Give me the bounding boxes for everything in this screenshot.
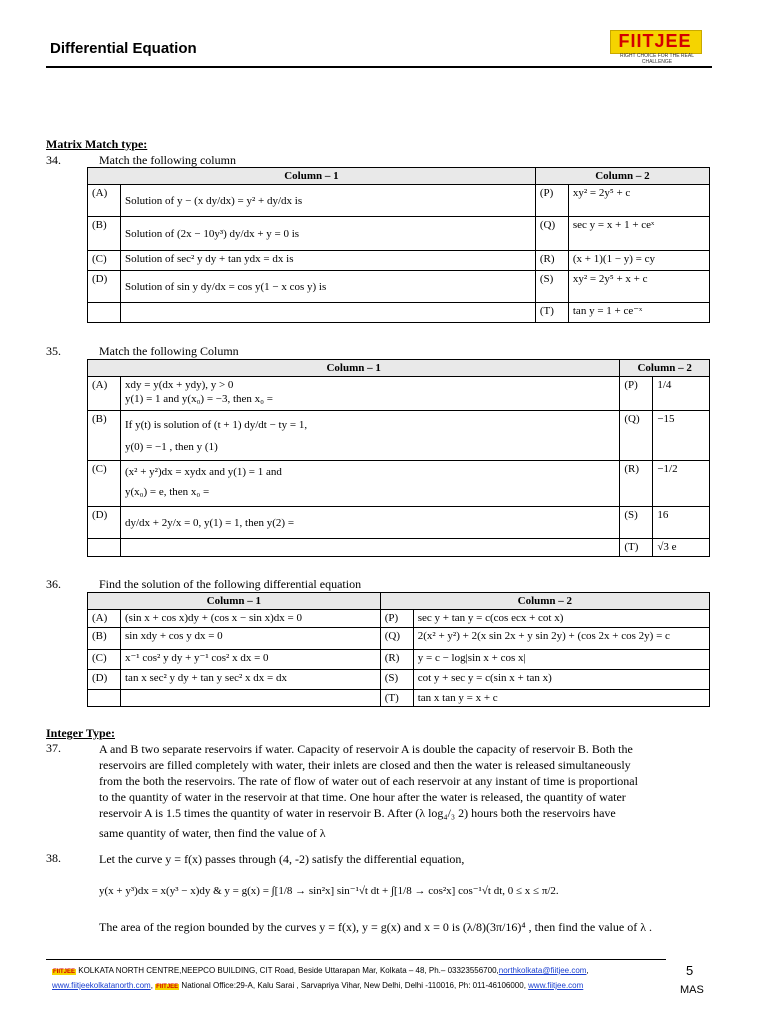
cell-line: dy/dx + 2y/x = 0, y(1) = 1, then y(2) = xyxy=(125,516,295,529)
logo-text: FIITJEE xyxy=(618,31,692,51)
question-prompt: Find the solution of the following differential equation xyxy=(99,577,362,591)
body-line: Let the curve y = f(x) passes through (4, -2) satisfy the differential equation, xyxy=(99,852,465,866)
column-2-header: Column – 2 xyxy=(535,168,709,185)
cell-line: If y(t) is solution of (t + 1) dy/dt − ty = 1, xyxy=(125,419,308,431)
column-1-cell: sin xdy + cos y dx = 0 xyxy=(121,628,381,650)
match-table-34 xyxy=(87,167,710,323)
row-label: (D) xyxy=(88,271,121,303)
column-1-cell xyxy=(121,303,536,323)
footer-address: KOLKATA NORTH CENTRE,NEEPCO BUILDING, CIT Road, Beside Uttarapan Mar, Kolkata – 48, Ph.– 03323556700, xyxy=(78,966,499,975)
question-number: 34. xyxy=(46,153,61,167)
table-row xyxy=(88,650,710,670)
row-label: (R) xyxy=(620,461,653,507)
fiitjee-logo xyxy=(610,30,704,65)
body-line: reservoir A is 1.5 times the quantity of water in reservoir B. After (λ log₄/₃ 2) hours both the reservoirs have xyxy=(99,806,616,820)
question-number: 36. xyxy=(46,577,61,591)
section-heading-integer: Integer Type: xyxy=(46,726,115,740)
question-body xyxy=(99,851,711,935)
footer-brand: FIITJEE xyxy=(156,984,179,990)
table-row xyxy=(88,670,710,690)
logo-tagline: RIGHT CHOICE FOR THE REAL CHALLENGE xyxy=(620,53,694,65)
column-2-cell: y = c − log|sin x + cos x| xyxy=(413,650,709,670)
row-label: (D) xyxy=(88,507,121,539)
column-1-header: Column – 1 xyxy=(88,168,536,185)
row-label: (P) xyxy=(380,610,413,628)
column-1-header: Column – 1 xyxy=(88,360,620,377)
column-1-cell: Solution of sin y dy/dx = cos y(1 − x cos y) is xyxy=(121,271,536,303)
row-label: (P) xyxy=(620,377,653,411)
table-header-row xyxy=(88,360,710,377)
body-line: same quantity of water, then find the value of λ xyxy=(99,826,326,840)
footer-brand: FIITJEE xyxy=(53,969,76,975)
footer-national-office: National Office:29-A, Kalu Sarai , Sarvapriya Vihar, New Delhi, Delhi -110016, Ph: 011-46106000, xyxy=(181,981,526,990)
column-2-cell: xy² = 2y⁵ + x + c xyxy=(568,271,709,303)
column-2-cell: 16 xyxy=(653,507,710,539)
row-label: (S) xyxy=(380,670,413,690)
column-1-cell: (sin x + cos x)dy + (cos x − sin x)dx = 0 xyxy=(121,610,381,628)
column-2-cell: √3 e xyxy=(653,539,710,557)
column-2-header: Column – 2 xyxy=(380,593,709,610)
footer-line: www.fiitjeekolkatanorth.com, FIITJEE National Office:29-A, Kalu Sarai , Sarvapriya Vihar, New Delhi, Delhi -110016, Ph: 011-46106000, www.fiitjee.com xyxy=(52,981,584,990)
column-1-cell xyxy=(121,507,620,539)
row-label: (Q) xyxy=(620,411,653,461)
footer-email-link[interactable]: northkolkata@fiitjee.com xyxy=(498,966,587,975)
table-row xyxy=(88,539,710,557)
column-2-cell: sec y = x + 1 + ceˣ xyxy=(568,217,709,251)
row-label: (C) xyxy=(88,650,121,670)
cell-line: xdy = y(dx + ydy), y > 0 xyxy=(125,379,234,391)
table-row xyxy=(88,271,710,303)
question-number: 37. xyxy=(46,741,61,755)
cell-line: (x² + y²)dx = xydx and y(1) = 1 and xyxy=(125,466,282,478)
table-row xyxy=(88,690,710,707)
question-prompt: Match the following Column xyxy=(99,344,239,358)
column-2-header: Column – 2 xyxy=(620,360,710,377)
column-2-cell: −15 xyxy=(653,411,710,461)
body-line: A and B two separate reservoirs if water. Capacity of reservoir A is double the capacity of reservoir B. Both the xyxy=(99,742,633,756)
footer-site-link[interactable]: www.fiitjee.com xyxy=(528,981,584,990)
column-1-header: Column – 1 xyxy=(88,593,381,610)
column-1-cell: Solution of (2x − 10y³) dy/dx + y = 0 is xyxy=(121,217,536,251)
row-label xyxy=(88,539,121,557)
match-table-36 xyxy=(87,592,710,707)
column-2-cell: (x + 1)(1 − y) = cy xyxy=(568,251,709,271)
table-row xyxy=(88,251,710,271)
column-1-cell xyxy=(121,377,620,411)
row-label: (R) xyxy=(380,650,413,670)
row-label: (B) xyxy=(88,217,121,251)
column-2-cell: −1/2 xyxy=(653,461,710,507)
column-2-cell: 2(x² + y²) + 2(x sin 2x + y sin 2y) + (cos 2x + cos 2y) = c xyxy=(413,628,709,650)
question-prompt: Match the following column xyxy=(99,153,236,167)
question-body xyxy=(99,741,711,841)
table-row xyxy=(88,377,710,411)
column-2-cell: tan x tan y = x + c xyxy=(413,690,709,707)
column-2-cell: xy² = 2y⁵ + c xyxy=(568,185,709,217)
row-label: (T) xyxy=(380,690,413,707)
table-header-row xyxy=(88,168,710,185)
row-label: (T) xyxy=(620,539,653,557)
row-label: (S) xyxy=(620,507,653,539)
cell-line: y(1) = 1 and y(x₀) = −3, then x₀ = xyxy=(125,393,273,405)
footer-site-link[interactable]: www.fiitjeekolkatanorth.com xyxy=(52,981,151,990)
match-table-35 xyxy=(87,359,710,557)
question-number: 38. xyxy=(46,851,61,865)
table-row xyxy=(88,411,710,461)
column-1-cell xyxy=(121,539,620,557)
row-label: (B) xyxy=(88,628,121,650)
table-row xyxy=(88,461,710,507)
body-line: from the both the reservoirs. The rate of flow of water out of each reservoir at any instant of time is proportional xyxy=(99,774,638,788)
column-2-cell: tan y = 1 + ce⁻ˣ xyxy=(568,303,709,323)
body-line: to the quantity of water in the reservoir at that time. One hour after the water is released, the quantity of water xyxy=(99,790,626,804)
row-label: (D) xyxy=(88,670,121,690)
row-label: (P) xyxy=(535,185,568,217)
row-label: (A) xyxy=(88,377,121,411)
footer-line: FIITJEE KOLKATA NORTH CENTRE,NEEPCO BUILDING, CIT Road, Beside Uttarapan Mar, Kolkata – 48, Ph.– 03323556700,northkolkata@fiitjee.com, xyxy=(53,966,589,975)
footer-rule xyxy=(46,959,666,960)
question-number: 35. xyxy=(46,344,61,358)
row-label: (R) xyxy=(535,251,568,271)
table-row xyxy=(88,217,710,251)
column-1-cell xyxy=(121,690,381,707)
cell-line: y(x₀) = e, then x₀ = xyxy=(125,486,210,498)
column-2-cell: 1/4 xyxy=(653,377,710,411)
footer xyxy=(52,964,662,994)
row-label: (A) xyxy=(88,185,121,217)
page-number: 5 xyxy=(686,963,694,978)
table-header-row xyxy=(88,593,710,610)
table-row xyxy=(88,185,710,217)
table-row xyxy=(88,507,710,539)
row-label: (B) xyxy=(88,411,121,461)
paper-code: MAS xyxy=(680,984,704,996)
column-2-cell: sec y + tan y = c(cos ecx + cot x) xyxy=(413,610,709,628)
column-1-cell: tan x sec² y dy + tan y sec² x dx = dx xyxy=(121,670,381,690)
row-label: (A) xyxy=(88,610,121,628)
row-label xyxy=(88,690,121,707)
cell-line: y(0) = −1 , then y (1) xyxy=(125,441,218,453)
section-heading-matrix: Matrix Match type: xyxy=(46,137,148,151)
body-line: y(x + y³)dx = x(y³ − x)dy & y = g(x) = ∫[1/8 → sin²x] sin⁻¹√t dt + ∫[1/8 → cos²x] cos⁻¹√t dt, 0 ≤ x ≤ π/2. xyxy=(99,885,559,897)
column-2-cell: cot y + sec y = c(sin x + tan x) xyxy=(413,670,709,690)
table-row xyxy=(88,303,710,323)
header-rule xyxy=(46,66,712,68)
page-title: Differential Equation xyxy=(50,40,197,57)
column-1-cell xyxy=(121,461,620,507)
table-row xyxy=(88,628,710,650)
column-1-cell xyxy=(121,411,620,461)
row-label xyxy=(88,303,121,323)
row-label: (C) xyxy=(88,461,121,507)
table-row xyxy=(88,610,710,628)
row-label: (Q) xyxy=(535,217,568,251)
body-line: reservoirs are filled completely with water, their inlets are closed and then the water is released simultaneously xyxy=(99,758,631,772)
row-label: (T) xyxy=(535,303,568,323)
row-label: (Q) xyxy=(380,628,413,650)
column-1-cell: Solution of sec² y dy + tan ydx = dx is xyxy=(121,251,536,271)
row-label: (S) xyxy=(535,271,568,303)
column-1-cell: x⁻¹ cos² y dy + y⁻¹ cos² x dx = 0 xyxy=(121,650,381,670)
column-1-cell: Solution of y − (x dy/dx) = y² + dy/dx is xyxy=(121,185,536,217)
body-line: The area of the region bounded by the curves y = f(x), y = g(x) and x = 0 is (λ/8)(3π/16)⁴ , then find the value of λ . xyxy=(99,920,653,934)
row-label: (C) xyxy=(88,251,121,271)
